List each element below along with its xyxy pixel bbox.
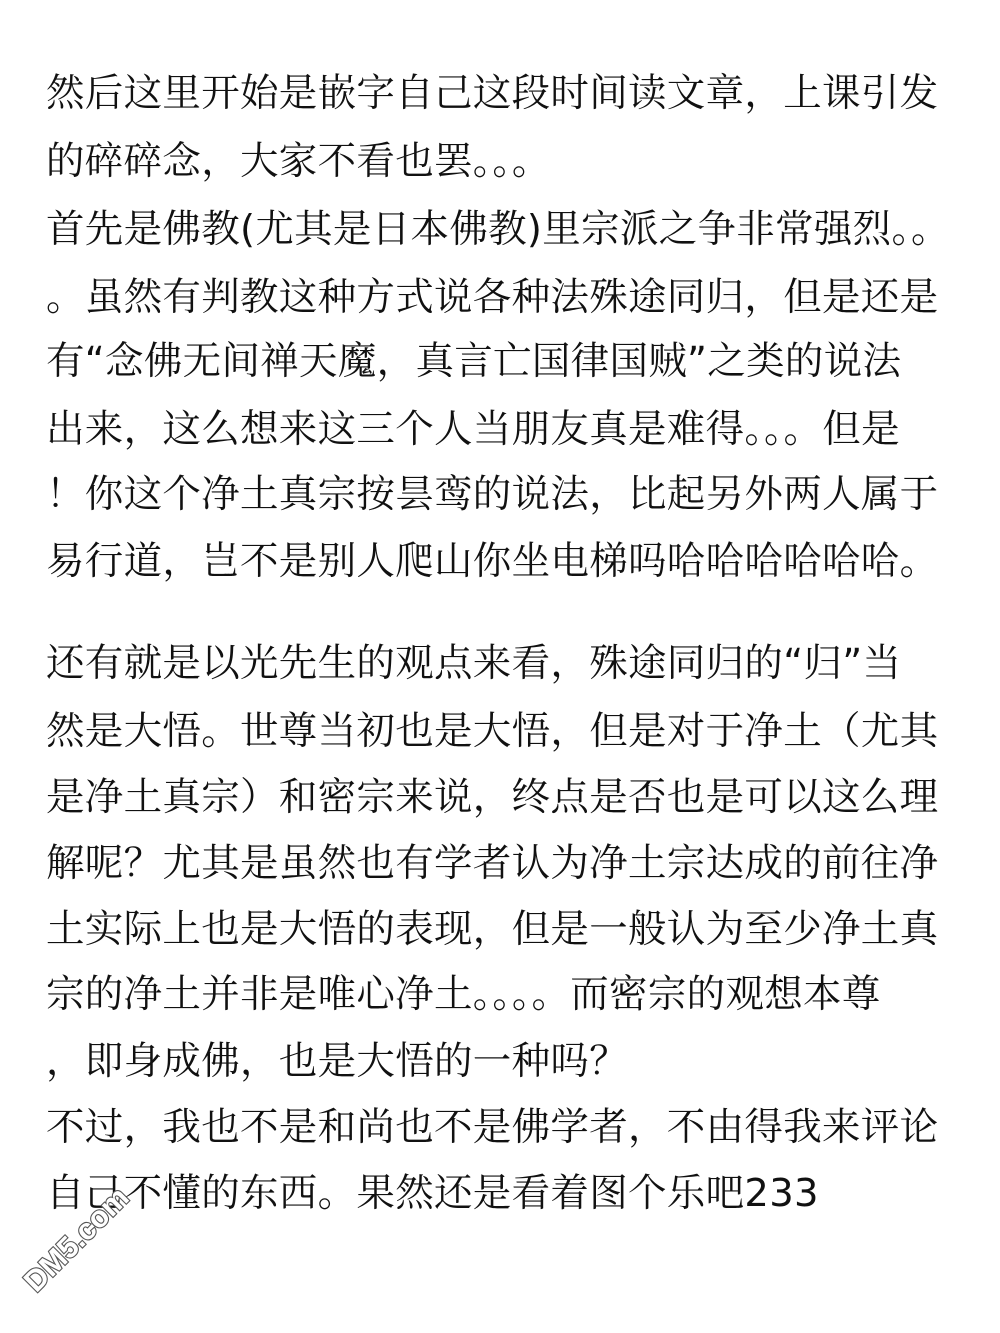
text-line: 宗的净土并非是唯心净土。。。。而密宗的观想本尊 [46,972,881,1017]
text-line: 有“念佛无间禅天魔，真言亡国律国贼”之类的说法 [46,339,902,384]
text-line: 首先是佛教(尤其是日本佛教)里宗派之争非常强烈。。 [46,207,950,252]
text-line: 是净土真宗）和密宗来说，终点是否也是可以这么理 [46,775,939,820]
text-line: 然后这里开始是嵌字自己这段时间读文章，上课引发 [46,71,939,116]
text-line: 解呢？尤其是虽然也有学者认为净土宗达成的前往净 [46,841,939,886]
text-line: 易行道，岂不是别人爬山你坐电梯吗哈哈哈哈哈哈。 [46,539,939,584]
text-line: 。虽然有判教这种方式说各种法殊途同归，但是还是 [46,275,939,320]
text-line: 然是大悟。世尊当初也是大悟，但是对于净土（尤其 [46,709,939,754]
text-line: 土实际上也是大悟的表现，但是一般认为至少净土真 [46,907,939,952]
text-line: ！你这个净土真宗按昙鸾的说法，比起另外两人属于 [46,472,939,517]
text-line: ，即身成佛，也是大悟的一种吗？ [46,1039,629,1084]
text-line: 不过，我也不是和尚也不是佛学者，不由得我来评论 [46,1105,939,1150]
watermark-text: DM5.com [17,1180,136,1299]
text-line: 出来，这么想来这三个人当朋友真是难得。。。但是 [46,407,900,452]
text-line: 的碎碎念，大家不看也罢。。。 [46,139,551,184]
text-line: 还有就是以光先生的观点来看，殊途同归的“归”当 [46,641,902,686]
text-line: 自己不懂的东西。果然还是看着图个乐吧233 [46,1171,819,1216]
